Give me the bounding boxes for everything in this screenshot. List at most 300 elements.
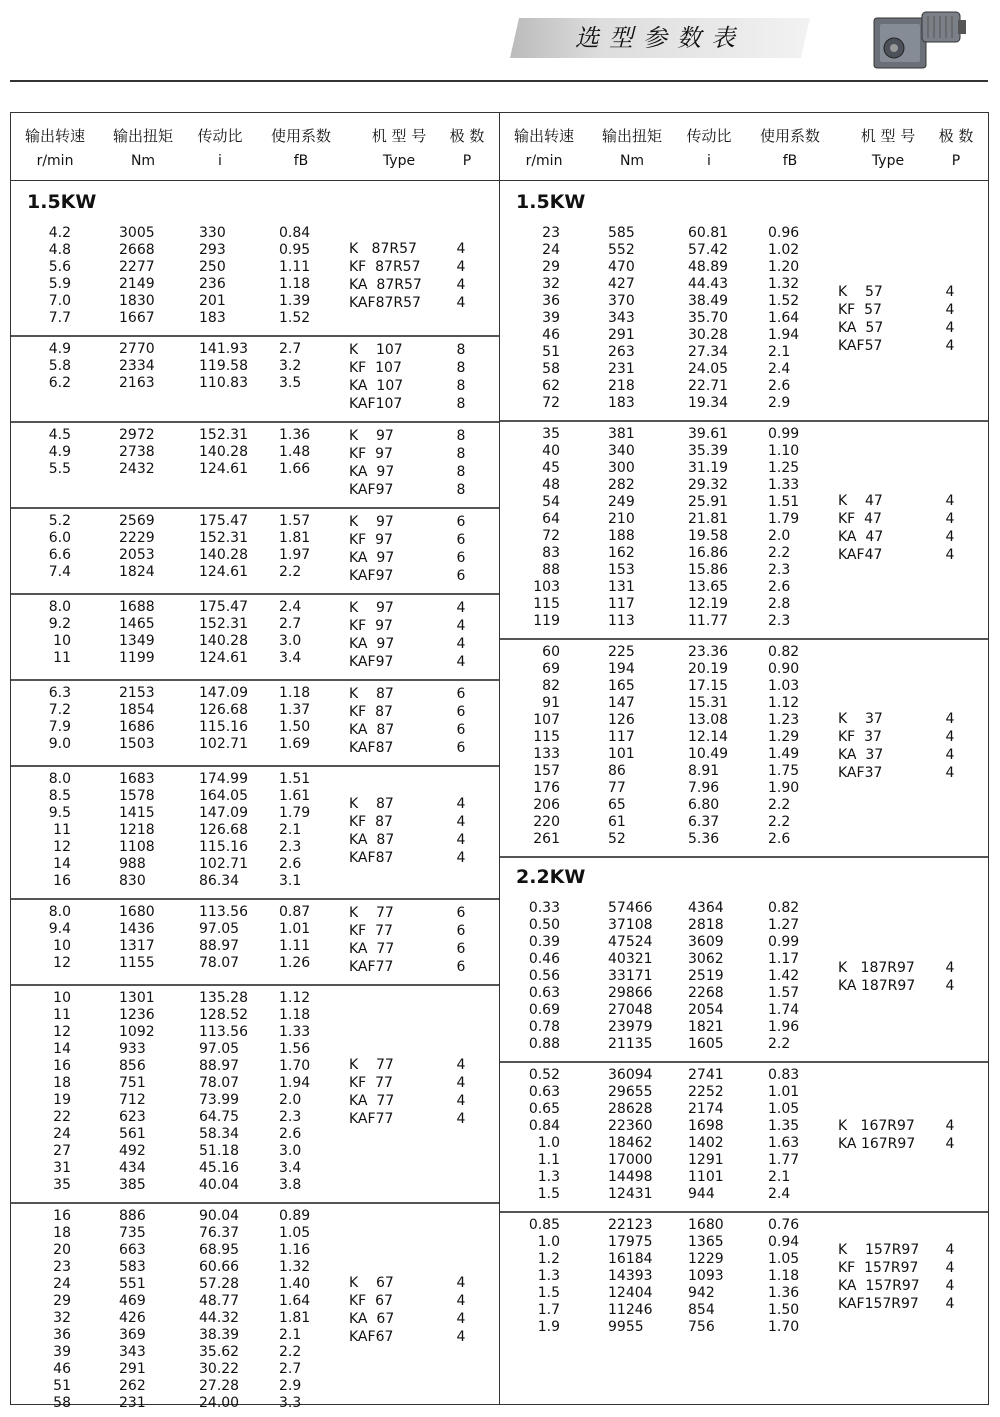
type-entry — [11, 463, 499, 481]
cell-output-speed: 39 — [542, 310, 560, 326]
cell-service-factor: 2.3 — [279, 839, 302, 855]
cell-poles: 4 — [456, 295, 466, 311]
cell-service-factor: 2.6 — [768, 579, 791, 595]
cell-output-torque: 2770 — [119, 341, 155, 357]
table-row — [500, 1152, 988, 1169]
cell-ratio: 45.16 — [199, 1160, 240, 1176]
cell-type: KAF107 — [349, 396, 403, 412]
cell-type: KA 37 — [838, 747, 884, 763]
cell-ratio: 10.49 — [688, 746, 729, 762]
cell-service-factor: 1.05 — [768, 1251, 800, 1267]
group-divider — [500, 1211, 988, 1213]
cell-type: KA 77 — [349, 941, 395, 957]
table-row — [11, 1242, 499, 1259]
cell-ratio: 97.05 — [199, 1041, 240, 1057]
cell-ratio: 102.71 — [199, 736, 248, 752]
group-divider — [11, 593, 499, 595]
cell-service-factor: 1.20 — [768, 259, 800, 275]
cell-ratio: 128.52 — [199, 1007, 248, 1023]
table-row — [11, 1378, 499, 1395]
cell-output-torque: 343 — [119, 1344, 146, 1360]
column-header-row — [500, 113, 988, 181]
cell-service-factor: 1.64 — [768, 310, 800, 326]
cell-service-factor: 2.2 — [279, 564, 302, 580]
cell-service-factor: 2.4 — [279, 599, 302, 615]
cell-output-torque: 2569 — [119, 513, 155, 529]
cell-output-speed: 5.9 — [48, 276, 71, 292]
cell-output-speed: 14 — [53, 1041, 71, 1057]
cell-service-factor: 2.4 — [768, 1186, 791, 1202]
cell-output-speed: 5.8 — [48, 358, 71, 374]
type-entry — [500, 337, 988, 355]
cell-output-torque: 1688 — [119, 599, 155, 615]
cell-output-speed: 4.9 — [48, 444, 71, 460]
power-section-label: 2.2KW — [516, 866, 586, 888]
cell-type: KA 187R97 — [838, 977, 916, 994]
cell-ratio: 90.04 — [199, 1208, 240, 1224]
cell-poles: 4 — [456, 831, 466, 848]
spec-group — [500, 644, 988, 848]
cell-poles: 8 — [456, 482, 466, 498]
cell-output-torque: 36094 — [608, 1067, 653, 1083]
cell-service-factor: 3.8 — [279, 1177, 302, 1193]
cell-output-torque: 1349 — [119, 633, 155, 649]
cell-poles: 6 — [456, 532, 466, 548]
column-header-label: 机 型 号 — [371, 127, 427, 145]
cell-ratio: 38.49 — [688, 293, 729, 309]
table-row — [500, 661, 988, 678]
cell-service-factor: 1.40 — [279, 1276, 311, 1292]
cell-output-speed: 27 — [53, 1143, 71, 1159]
column-header-label: 使用系数 — [759, 127, 820, 145]
cell-service-factor: 1.25 — [768, 460, 800, 476]
cell-ratio: 756 — [688, 1319, 715, 1335]
cell-output-speed: 16 — [53, 1208, 71, 1224]
cell-output-torque: 57466 — [608, 900, 653, 916]
cell-output-torque: 117 — [608, 596, 635, 612]
cell-type: KAF87 — [349, 740, 394, 756]
cell-service-factor: 0.76 — [768, 1217, 800, 1233]
table-row — [500, 562, 988, 579]
table-row — [11, 1177, 499, 1194]
cell-output-speed: 18 — [53, 1075, 71, 1091]
cell-output-torque: 1503 — [119, 736, 155, 752]
cell-ratio: 58.34 — [199, 1126, 240, 1142]
cell-type: KAF87 — [349, 849, 394, 866]
cell-service-factor: 2.1 — [279, 822, 302, 838]
cell-service-factor: 1.18 — [279, 685, 311, 701]
cell-service-factor: 1.37 — [279, 702, 311, 718]
cell-output-torque: 712 — [119, 1092, 146, 1108]
cell-service-factor: 2.6 — [279, 856, 302, 872]
cell-output-speed: 19 — [53, 1092, 71, 1108]
cell-poles: 4 — [945, 747, 955, 763]
spec-group — [11, 904, 499, 976]
type-entry — [500, 959, 988, 977]
cell-ratio: 51.18 — [199, 1143, 240, 1159]
cell-ratio: 2818 — [688, 917, 724, 933]
cell-ratio: 126.68 — [199, 822, 248, 838]
type-entry — [500, 492, 988, 510]
cell-output-speed: 6.2 — [48, 375, 71, 391]
cell-type: K 97 — [349, 514, 394, 530]
cell-ratio: 140.28 — [199, 633, 248, 649]
cell-type: KA 67 — [349, 1311, 395, 1327]
cell-ratio: 60.66 — [199, 1259, 240, 1275]
cell-service-factor: 2.2 — [768, 545, 791, 561]
cell-ratio: 86.34 — [199, 873, 240, 889]
cell-output-torque: 126 — [608, 712, 635, 728]
cell-poles: 4 — [456, 1075, 466, 1091]
type-entry — [11, 958, 499, 976]
cell-poles: 4 — [456, 1093, 466, 1109]
cell-type: KAF47 — [838, 547, 883, 563]
cell-output-speed: 0.56 — [528, 968, 560, 984]
cell-service-factor: 0.83 — [768, 1067, 800, 1083]
type-entry — [11, 445, 499, 463]
cell-ratio: 78.07 — [199, 1075, 240, 1091]
cell-poles: 4 — [456, 636, 466, 652]
cell-ratio: 250 — [199, 259, 226, 275]
cell-poles: 4 — [456, 277, 466, 293]
cell-output-torque: 2668 — [119, 242, 155, 258]
cell-type: KAF97 — [349, 568, 394, 584]
cell-ratio: 31.19 — [688, 460, 729, 476]
table-row — [500, 1036, 988, 1053]
cell-poles: 4 — [945, 729, 955, 745]
cell-output-torque: 1824 — [119, 564, 155, 580]
cell-output-torque: 33171 — [608, 968, 653, 984]
cell-ratio: 27.34 — [688, 344, 729, 360]
cell-ratio: 140.28 — [199, 444, 248, 460]
header-rule — [10, 80, 988, 82]
cell-type: K 47 — [838, 493, 883, 509]
cell-ratio: 1093 — [688, 1268, 724, 1284]
table-row — [11, 1126, 499, 1143]
cell-output-torque: 225 — [608, 644, 635, 660]
cell-ratio: 15.86 — [688, 562, 729, 578]
type-entry — [500, 1277, 988, 1295]
cell-service-factor: 1.74 — [768, 1002, 800, 1018]
table-row — [500, 831, 988, 848]
cell-service-factor: 2.7 — [279, 341, 302, 357]
cell-service-factor: 0.82 — [768, 900, 800, 916]
cell-type: KA 157R97 — [838, 1277, 920, 1294]
type-entry — [11, 922, 499, 940]
cell-output-speed: 36 — [542, 293, 560, 309]
cell-poles: 4 — [456, 1275, 466, 1291]
cell-service-factor: 1.94 — [279, 1075, 311, 1091]
cell-service-factor: 1.11 — [279, 938, 311, 954]
cell-output-torque: 856 — [119, 1058, 146, 1074]
cell-poles: 6 — [456, 514, 466, 530]
cell-poles: 4 — [945, 1118, 955, 1134]
cell-service-factor: 1.51 — [279, 771, 311, 787]
cell-poles: 6 — [456, 905, 466, 921]
table-row — [11, 771, 499, 788]
cell-output-torque: 1108 — [119, 839, 155, 855]
cell-service-factor: 1.03 — [768, 678, 800, 694]
cell-service-factor: 1.50 — [279, 719, 311, 735]
cell-output-torque: 86 — [608, 763, 626, 779]
cell-output-speed: 14 — [53, 856, 71, 872]
column-header-label: 极 数 — [449, 127, 485, 145]
power-section-label: 1.5KW — [27, 191, 97, 213]
cell-poles: 4 — [456, 849, 466, 866]
cell-poles: 4 — [456, 259, 466, 275]
cell-service-factor: 1.96 — [768, 1019, 800, 1035]
cell-poles: 4 — [456, 618, 466, 634]
cell-ratio: 102.71 — [199, 856, 248, 872]
type-entry — [11, 831, 499, 849]
spec-group — [11, 685, 499, 757]
cell-ratio: 942 — [688, 1285, 715, 1301]
cell-output-speed: 206 — [533, 797, 560, 813]
cell-ratio: 1402 — [688, 1135, 724, 1151]
cell-ratio: 13.08 — [688, 712, 729, 728]
cell-output-speed: 7.2 — [48, 702, 71, 718]
cell-output-speed: 1.3 — [537, 1169, 560, 1185]
cell-poles: 4 — [945, 1295, 955, 1312]
cell-output-speed: 7.4 — [48, 564, 71, 580]
cell-output-torque: 61 — [608, 814, 626, 830]
cell-output-speed: 1.5 — [537, 1186, 560, 1202]
cell-output-torque: 561 — [119, 1126, 146, 1142]
cell-output-speed: 0.78 — [528, 1019, 560, 1035]
cell-poles: 8 — [456, 428, 466, 444]
type-entry — [500, 746, 988, 764]
cell-service-factor: 1.81 — [279, 1310, 311, 1326]
cell-type: KF 97 — [349, 446, 393, 462]
table-row — [500, 378, 988, 395]
cell-poles: 4 — [945, 959, 955, 976]
cell-ratio: 23.36 — [688, 644, 729, 660]
cell-output-torque: 427 — [608, 276, 635, 292]
table-row — [500, 395, 988, 412]
table-row — [11, 1024, 499, 1041]
cell-ratio: 124.61 — [199, 461, 248, 477]
cell-ratio: 1680 — [688, 1217, 724, 1233]
cell-service-factor: 1.39 — [279, 293, 311, 309]
cell-service-factor: 0.82 — [768, 644, 800, 660]
cell-service-factor: 1.17 — [768, 951, 800, 967]
column-header-unit: Type — [382, 153, 416, 169]
cell-output-torque: 12431 — [608, 1186, 653, 1202]
type-entry — [11, 795, 499, 813]
cell-ratio: 152.31 — [199, 530, 248, 546]
cell-ratio: 16.86 — [688, 545, 729, 561]
cell-poles: 4 — [945, 1241, 955, 1258]
table-row — [500, 1319, 988, 1336]
spec-group — [11, 599, 499, 671]
cell-ratio: 11.77 — [688, 613, 729, 629]
cell-ratio: 152.31 — [199, 427, 248, 443]
cell-output-speed: 20 — [53, 1242, 71, 1258]
cell-ratio: 8.91 — [688, 763, 720, 779]
cell-output-torque: 2229 — [119, 530, 155, 546]
group-divider — [11, 679, 499, 681]
cell-ratio: 48.77 — [199, 1293, 240, 1309]
cell-output-speed: 4.5 — [48, 427, 71, 443]
cell-poles: 6 — [456, 941, 466, 957]
cell-output-torque: 1092 — [119, 1024, 155, 1040]
cell-output-speed: 10 — [53, 633, 71, 649]
cell-output-speed: 11 — [53, 650, 71, 666]
cell-type: KA 107 — [349, 378, 404, 394]
cell-service-factor: 1.10 — [768, 443, 800, 459]
type-entry — [11, 703, 499, 721]
cell-service-factor: 3.0 — [279, 633, 302, 649]
cell-service-factor: 1.52 — [768, 293, 800, 309]
cell-type: KAF37 — [838, 765, 883, 781]
cell-service-factor: 1.27 — [768, 917, 800, 933]
cell-output-speed: 6.3 — [48, 685, 71, 701]
cell-type: KF 47 — [838, 511, 882, 527]
cell-poles: 4 — [456, 1111, 466, 1127]
cell-output-speed: 10 — [53, 990, 71, 1006]
cell-ratio: 2741 — [688, 1067, 724, 1083]
cell-output-torque: 2053 — [119, 547, 155, 563]
cell-poles: 6 — [456, 722, 466, 738]
cell-output-torque: 1683 — [119, 771, 155, 787]
cell-output-speed: 40 — [542, 443, 560, 459]
cell-output-torque: 830 — [119, 873, 146, 889]
group-divider — [500, 1061, 988, 1063]
cell-service-factor: 2.6 — [768, 378, 791, 394]
table-row — [500, 1101, 988, 1118]
cell-type: KA 97 — [349, 550, 395, 566]
cell-output-speed: 133 — [533, 746, 560, 762]
table-row — [500, 426, 988, 443]
cell-poles: 4 — [945, 765, 955, 781]
type-entry — [11, 294, 499, 312]
cell-output-torque: 153 — [608, 562, 635, 578]
cell-output-speed: 16 — [53, 873, 71, 889]
cell-type: KAF67 — [349, 1329, 394, 1345]
cell-ratio: 147.09 — [199, 805, 248, 821]
type-entry — [11, 276, 499, 294]
cell-service-factor: 3.4 — [279, 1160, 302, 1176]
cell-output-torque: 188 — [608, 528, 635, 544]
cell-poles: 4 — [945, 337, 955, 354]
cell-output-speed: 46 — [542, 327, 560, 343]
cell-output-speed: 4.9 — [48, 341, 71, 357]
cell-output-speed: 18 — [53, 1225, 71, 1241]
cell-ratio: 73.99 — [199, 1092, 240, 1108]
cell-output-speed: 7.9 — [48, 719, 71, 735]
cell-service-factor: 1.77 — [768, 1152, 800, 1168]
cell-ratio: 1698 — [688, 1118, 724, 1134]
cell-service-factor: 1.02 — [768, 242, 800, 258]
cell-service-factor: 1.18 — [279, 276, 311, 292]
cell-ratio: 20.19 — [688, 661, 729, 677]
spec-group — [11, 513, 499, 585]
cell-output-speed: 72 — [542, 528, 560, 544]
cell-poles: 4 — [456, 1311, 466, 1327]
cell-ratio: 113.56 — [199, 1024, 248, 1040]
cell-type: KA 87 — [349, 831, 395, 848]
cell-output-speed: 0.63 — [528, 985, 560, 1001]
column-header-unit: P — [951, 153, 961, 169]
cell-ratio: 30.22 — [199, 1361, 240, 1377]
cell-type: KF 87 — [349, 704, 393, 720]
cell-output-speed: 23 — [53, 1259, 71, 1275]
cell-output-speed: 83 — [542, 545, 560, 561]
table-row — [500, 900, 988, 917]
cell-service-factor: 2.7 — [279, 616, 302, 632]
cell-ratio: 60.81 — [688, 225, 729, 241]
cell-output-torque: 1436 — [119, 921, 155, 937]
cell-service-factor: 1.11 — [279, 259, 311, 275]
cell-output-speed: 5.6 — [48, 259, 71, 275]
table-row — [500, 780, 988, 797]
cell-ratio: 24.00 — [199, 1395, 240, 1411]
cell-type: K 97 — [349, 600, 394, 616]
cell-output-speed: 32 — [542, 276, 560, 292]
cell-service-factor: 3.0 — [279, 1143, 302, 1159]
cell-type: KF 97 — [349, 618, 393, 634]
cell-ratio: 35.70 — [688, 310, 729, 326]
cell-service-factor: 1.75 — [768, 763, 800, 779]
cell-service-factor: 0.99 — [768, 426, 800, 442]
cell-ratio: 24.05 — [688, 361, 729, 377]
type-entry — [11, 1328, 499, 1346]
cell-service-factor: 2.2 — [768, 797, 791, 813]
cell-service-factor: 2.6 — [279, 1126, 302, 1142]
cell-output-speed: 6.0 — [48, 530, 71, 546]
group-divider — [11, 335, 499, 337]
cell-output-torque: 2738 — [119, 444, 155, 460]
table-row — [11, 990, 499, 1007]
cell-service-factor: 1.05 — [768, 1101, 800, 1117]
cell-output-speed: 4.8 — [48, 242, 71, 258]
cell-service-factor: 2.2 — [279, 1344, 302, 1360]
spec-group — [500, 1067, 988, 1203]
cell-poles: 4 — [456, 654, 466, 670]
table-row — [500, 917, 988, 934]
cell-output-speed: 88 — [542, 562, 560, 578]
cell-poles: 6 — [456, 686, 466, 702]
cell-output-torque: 231 — [119, 1395, 146, 1411]
spec-group — [11, 341, 499, 413]
cell-type: KAF57 — [838, 337, 883, 354]
cell-output-torque: 340 — [608, 443, 635, 459]
cell-output-torque: 40321 — [608, 951, 653, 967]
cell-ratio: 236 — [199, 276, 226, 292]
table-row — [500, 1084, 988, 1101]
cell-ratio: 27.28 — [199, 1378, 240, 1394]
cell-ratio: 175.47 — [199, 513, 248, 529]
type-entry — [11, 395, 499, 413]
cell-service-factor: 1.33 — [768, 477, 800, 493]
cell-output-torque: 2149 — [119, 276, 155, 292]
table-row — [11, 1225, 499, 1242]
cell-type: K 67 — [349, 1275, 394, 1291]
cell-output-torque: 52 — [608, 831, 626, 847]
cell-service-factor: 1.32 — [768, 276, 800, 292]
cell-poles: 8 — [456, 446, 466, 462]
cell-ratio: 135.28 — [199, 990, 248, 1006]
cell-output-speed: 60 — [542, 644, 560, 660]
cell-ratio: 2252 — [688, 1084, 724, 1100]
cell-output-torque: 194 — [608, 661, 635, 677]
cell-output-torque: 751 — [119, 1075, 146, 1091]
cell-output-speed: 12 — [53, 839, 71, 855]
cell-output-torque: 2972 — [119, 427, 155, 443]
cell-output-speed: 1.1 — [537, 1152, 560, 1168]
cell-ratio: 40.04 — [199, 1177, 240, 1193]
spec-group — [500, 1217, 988, 1336]
